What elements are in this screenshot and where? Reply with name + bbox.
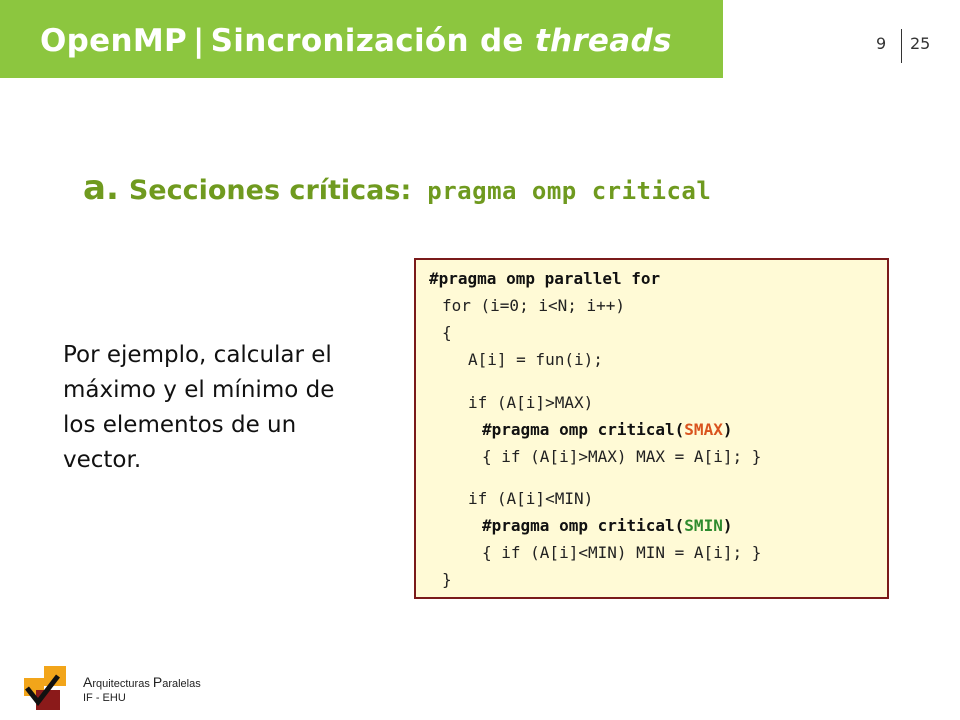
title-separator: | bbox=[193, 23, 205, 59]
code-line-4: A[i] = fun(i); bbox=[468, 350, 603, 369]
footer-p-rest: aralelas bbox=[162, 678, 201, 690]
smax-label: SMAX bbox=[684, 420, 723, 439]
code-line-9 bbox=[482, 516, 732, 535]
section-heading bbox=[83, 168, 711, 208]
code-line-1: #pragma omp parallel for bbox=[429, 269, 661, 288]
footer-a-rest: rquitecturas bbox=[92, 678, 153, 690]
code-line-6 bbox=[482, 420, 732, 439]
page-current: 9 bbox=[876, 34, 887, 53]
footer-institution bbox=[83, 674, 201, 690]
code-line-5: if (A[i]>MAX) bbox=[468, 393, 594, 412]
code-line-11: } bbox=[442, 570, 452, 589]
section-heading-text: Secciones críticas: bbox=[128, 175, 412, 206]
pragma-critical-smin: #pragma omp critical( bbox=[482, 516, 685, 535]
title-italic: threads bbox=[534, 23, 672, 59]
page-total: 25 bbox=[910, 34, 931, 53]
description-text: Por ejemplo, calcular el máximo y el mínimo de los elementos de un vector. bbox=[63, 342, 335, 473]
footer-a-cap: A bbox=[83, 674, 93, 690]
footer-p-cap: P bbox=[152, 674, 163, 690]
code-line-10: { if (A[i]<MIN) MIN = A[i]; } bbox=[482, 543, 762, 562]
code-line-2: for (i=0; i<N; i++) bbox=[442, 296, 626, 315]
section-heading-code: pragma omp critical bbox=[427, 177, 712, 205]
paren-close-smin: ) bbox=[722, 516, 733, 535]
code-box bbox=[414, 258, 889, 599]
code-line-8: if (A[i]<MIN) bbox=[468, 489, 594, 508]
footer-department: IF - EHU bbox=[83, 692, 126, 704]
pragma-critical-smax: #pragma omp critical( bbox=[482, 420, 685, 439]
checkmark-logo-icon bbox=[22, 664, 70, 712]
smin-label: SMIN bbox=[684, 516, 723, 535]
slide-title bbox=[40, 23, 672, 59]
code-line-3: { bbox=[442, 323, 452, 342]
paren-close-smax: ) bbox=[722, 420, 733, 439]
section-letter: a. bbox=[83, 168, 119, 208]
title-rest: Sincronización de bbox=[210, 23, 535, 59]
title-main: OpenMP bbox=[40, 23, 188, 59]
page-divider bbox=[901, 29, 902, 63]
code-line-7: { if (A[i]>MAX) MAX = A[i]; } bbox=[482, 447, 762, 466]
